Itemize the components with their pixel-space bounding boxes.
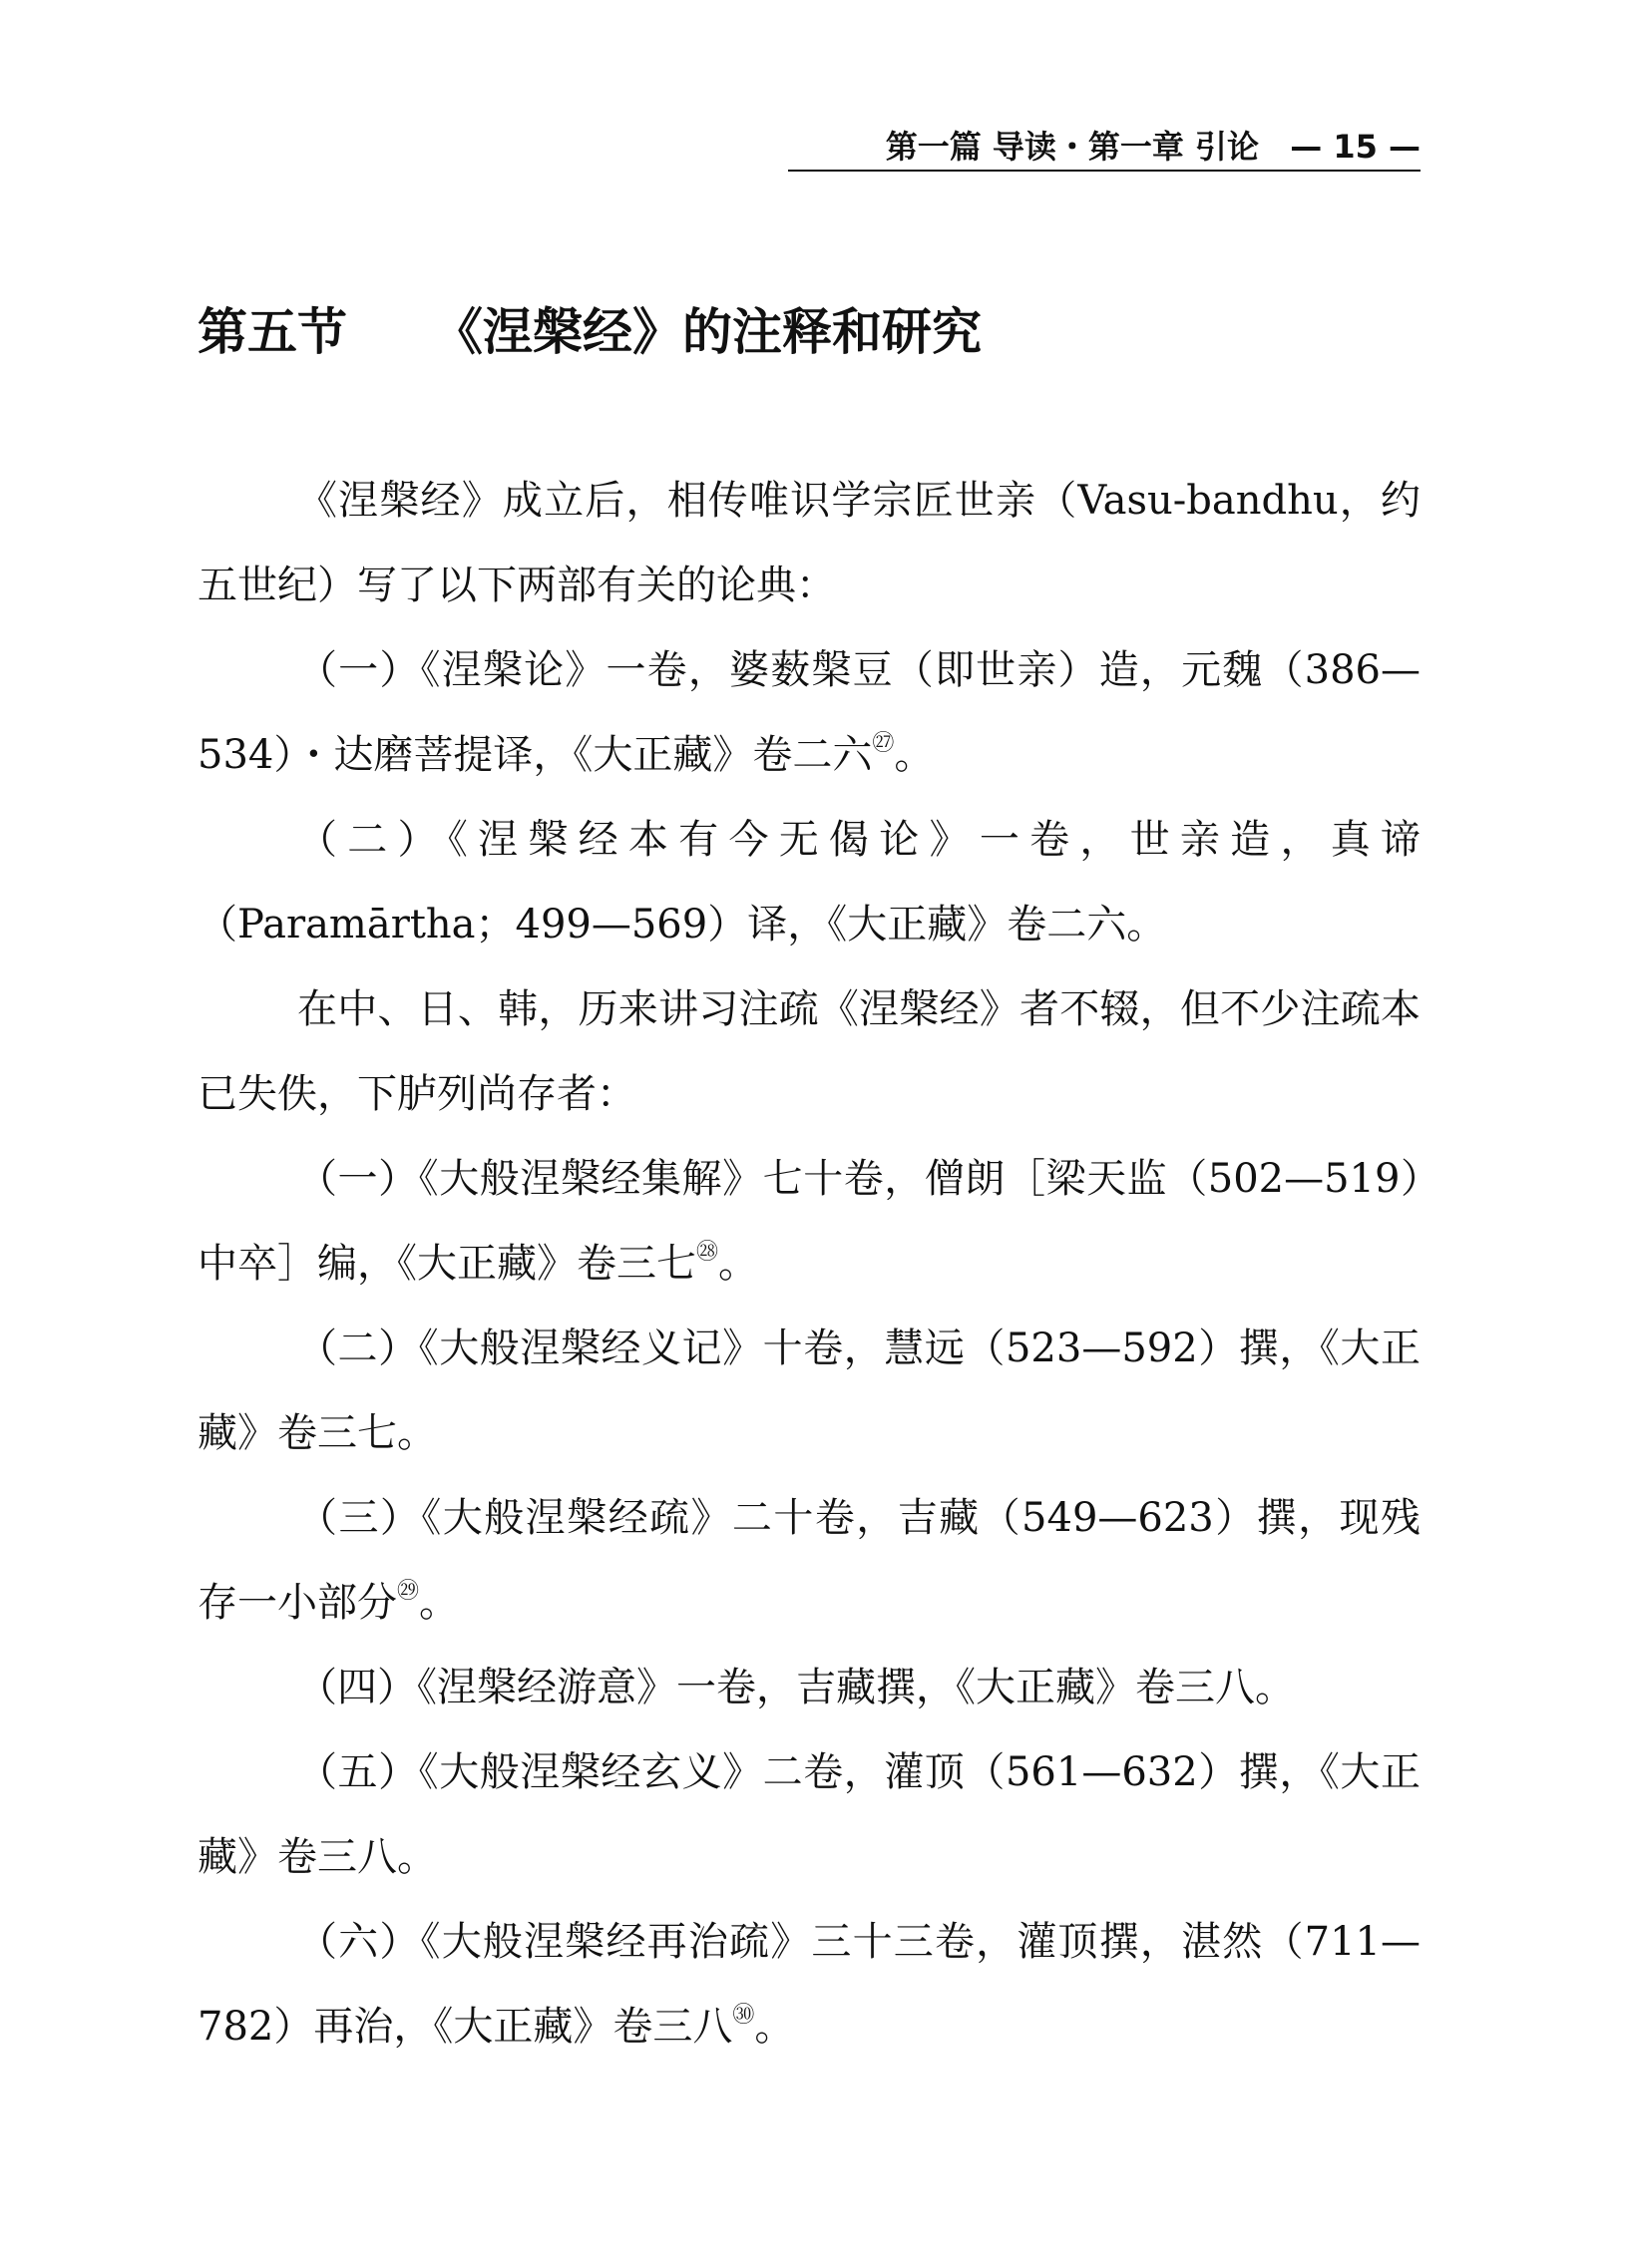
paragraph-shu-6: （六）《大般涅槃经再治疏》三十三卷，灌顶撰，湛然（711—782）再治，《大正藏》卷三八$^㉚$。 <box>198 1919 1421 2050</box>
footnote-marker: ㉙ <box>397 1579 420 1604</box>
running-title: 第一篇 导读・第一章 引论 <box>885 128 1260 166</box>
paragraph-shu-4: （四）《涅槃经游意》一卷，吉藏撰，《大正藏》卷三八。 <box>297 1665 1295 1710</box>
section-title: 《涅槃经》的注释和研究 <box>433 303 982 361</box>
paragraph-shu-2: （二）《大般涅槃经义记》十卷，慧远（523—592）撰，《大正藏》卷三七。 <box>198 1325 1421 1456</box>
footnote-marker: ㉚ <box>732 2003 755 2028</box>
running-header <box>788 125 1421 169</box>
section-number: 第五节 <box>198 303 347 361</box>
paragraph-transition: 在中、日、韩，历来讲习注疏《涅槃经》者不辍，但不少注疏本已失佚，下胪列尚存者： <box>198 986 1421 1117</box>
header-rule <box>788 170 1421 172</box>
paragraph-shu-1: （一）《大般涅槃经集解》七十卷，僧朗［梁天监（502—519）中卒］编，《大正藏》卷三七$^㉘$。 <box>198 1156 1421 1287</box>
footnote-marker: ㉗ <box>872 731 895 756</box>
paragraph-lun-2: （二）《涅槃经本有今无偈论》一卷，世亲造，真谛（Paramārtha；499—569）译，《大正藏》卷二六。 <box>198 817 1421 947</box>
footnote-marker: ㉘ <box>696 1240 719 1265</box>
page-number: — 15 — <box>1290 128 1421 166</box>
body-text <box>198 459 1421 2070</box>
paragraph-shu-5: （五）《大般涅槃经玄义》二卷，灌顶（561—632）撰，《大正藏》卷三八。 <box>198 1749 1421 1880</box>
section-heading <box>198 297 982 367</box>
paragraph-shu-3: （三）《大般涅槃经疏》二十卷，吉藏（549—623）撰，现残存一小部分$^㉙$。 <box>198 1495 1421 1626</box>
paragraph-lun-1: （一）《涅槃论》一卷，婆薮槃豆（即世亲）造，元魏（386—534）・达磨菩提译，《大正藏》卷二六$^㉗$。 <box>198 647 1421 778</box>
paragraph-intro: 《涅槃经》成立后，相传唯识学宗匠世亲（Vasu-bandhu，约五世纪）写了以下两部有关的论典： <box>198 478 1421 608</box>
